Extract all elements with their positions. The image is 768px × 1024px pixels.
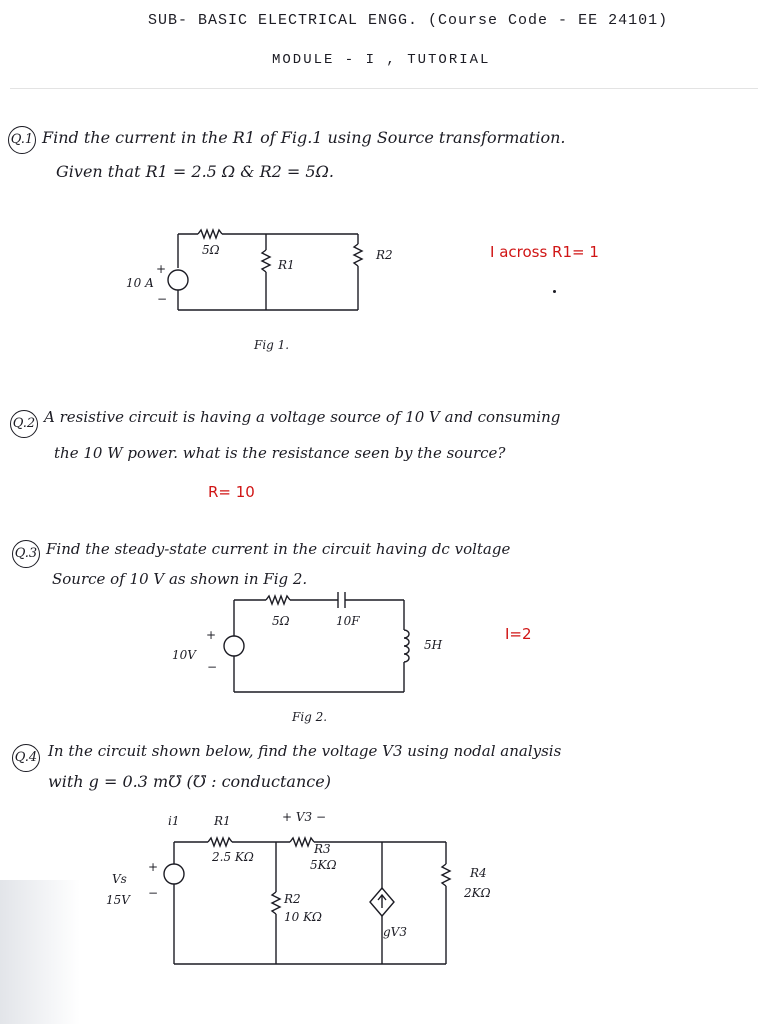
module-title: MODULE - I , TUTORIAL: [272, 52, 491, 68]
fig1-plus: +: [156, 262, 167, 276]
question-4-line-1: In the circuit shown below, find the voltage V3 using nodal analysis: [48, 742, 562, 760]
fig3-current-label: i1: [168, 814, 180, 828]
fig2-source-label: 10V: [172, 648, 196, 662]
question-2-answer: R= 10: [208, 483, 255, 501]
fig3-r2-label: R2: [284, 892, 301, 906]
question-2-line-2: the 10 W power. what is the resistance seen by the source?: [54, 444, 506, 462]
fig3-v3-label: + V3 −: [282, 810, 327, 824]
figure-2-circuit: [200, 590, 420, 700]
figure-3-circuit: [160, 820, 460, 970]
fig2-capacitor-label: 10F: [336, 614, 360, 628]
fig2-plus: +: [206, 628, 217, 642]
question-4-number: Q.4: [12, 744, 40, 772]
subject-title: SUB- BASIC ELECTRICAL ENGG. (Course Code - EE 24101): [148, 12, 669, 29]
fig3-plus: +: [148, 860, 159, 874]
fig3-r4-value: 2KΩ: [464, 886, 491, 900]
question-3-number: Q.3: [12, 540, 40, 568]
question-3-line-1: Find the steady-state current in the circuit having dc voltage: [46, 540, 511, 558]
page-shadow: [0, 880, 80, 1024]
fig3-r3-label: R3: [314, 842, 331, 856]
fig3-r2-value: 10 KΩ: [284, 910, 322, 924]
fig3-vs-value: 15V: [106, 893, 130, 907]
question-1-answer: I across R1= 1: [490, 243, 599, 261]
fig2-caption: Fig 2.: [292, 710, 328, 724]
question-1-line-1: Find the current in the R1 of Fig.1 using Source transformation.: [42, 128, 566, 147]
fig2-resistor-label: 5Ω: [272, 614, 290, 628]
fig3-r1-value: 2.5 KΩ: [212, 850, 254, 864]
fig3-vs-label: Vs: [112, 872, 127, 886]
question-1-number: Q.1: [8, 126, 36, 154]
fig3-r3-value: 5KΩ: [310, 858, 337, 872]
fig2-minus: −: [207, 660, 218, 674]
stray-dot: [553, 290, 556, 293]
fig3-minus: −: [148, 886, 159, 900]
fig1-caption: Fig 1.: [254, 338, 290, 352]
question-3-answer: I=2: [505, 625, 532, 643]
question-2-line-1: A resistive circuit is having a voltage source of 10 V and consuming: [44, 408, 561, 426]
header-rule: [10, 88, 758, 89]
fig1-series-resistor-label: 5Ω: [202, 243, 220, 257]
question-1-line-2: Given that R1 = 2.5 Ω & R2 = 5Ω.: [56, 162, 334, 181]
question-3-line-2: Source of 10 V as shown in Fig 2.: [52, 570, 308, 588]
figure-1-circuit: [100, 210, 420, 330]
fig2-inductor-label: 5H: [424, 638, 443, 652]
fig1-r2-label: R2: [376, 248, 393, 262]
question-4-line-2: with g = 0.3 m℧ (℧ : conductance): [48, 772, 331, 791]
question-2-number: Q.2: [10, 410, 38, 438]
fig3-r4-label: R4: [470, 866, 487, 880]
fig1-r1-label: R1: [278, 258, 295, 272]
fig1-minus: −: [157, 292, 168, 306]
fig1-source-label: 10 A: [126, 276, 154, 290]
fig3-r1-label: R1: [214, 814, 231, 828]
fig3-dependent-source-label: gV3: [383, 925, 407, 939]
